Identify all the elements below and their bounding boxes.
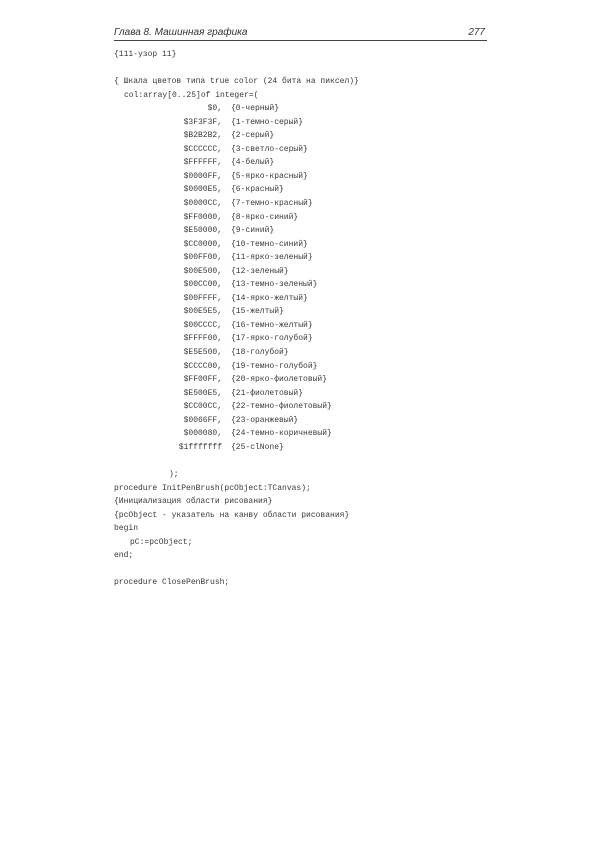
color-comment: {7-темно-красный}	[231, 199, 313, 209]
color-row	[114, 278, 359, 292]
color-comment: {13-темно-зеленый}	[231, 280, 318, 290]
color-row	[114, 238, 359, 252]
color-comment: {11-ярко-зеленый}	[231, 253, 313, 263]
color-value: $E5E500,	[183, 348, 222, 358]
color-row	[114, 441, 359, 455]
color-value: $00CC00,	[183, 280, 222, 290]
color-comment: {21-фиолетовый}	[231, 388, 304, 398]
end-keyword: end;	[114, 551, 134, 561]
color-comment: {20-ярко-фиолетовый}	[231, 375, 328, 385]
init-comment-2: {pcObject - указатель на канву области рисования}	[114, 510, 350, 520]
color-row	[114, 102, 359, 116]
color-value: $CC0000,	[183, 239, 222, 249]
color-row	[114, 332, 359, 346]
color-value: $E500E5,	[183, 388, 222, 398]
color-row	[114, 319, 359, 333]
init-procedure-declaration: procedure InitPenBrush(pcObject:TCanvas);	[114, 483, 311, 493]
color-comment: {14-ярко-желтый}	[231, 293, 308, 303]
page-number: 277	[468, 27, 485, 38]
color-value: $3F3F3F,	[183, 117, 222, 127]
blank-line	[114, 62, 359, 76]
color-value: $FF00FF,	[183, 375, 222, 385]
color-comment: {1-темно-серый}	[231, 117, 304, 127]
color-comment: {19-темно-голубой}	[231, 361, 318, 371]
assignment-statement: pC:=pcObject;	[130, 537, 193, 547]
color-comment: {10-темно-синий}	[231, 239, 308, 249]
pattern-comment: {111-узор 11}	[114, 50, 177, 59]
color-value: $FFFFFF,	[183, 158, 222, 168]
color-comment: {18-голубой}	[231, 348, 289, 358]
color-comment: {17-ярко-голубой}	[231, 334, 313, 344]
color-value: $0000E5,	[183, 185, 222, 195]
color-comment: {24-темно-коричневый}	[231, 429, 332, 439]
color-value: $B2B2B2,	[183, 131, 222, 141]
color-comment: {8-ярко-синий}	[231, 212, 299, 222]
color-table	[114, 102, 359, 454]
color-row	[114, 211, 359, 225]
color-row	[114, 251, 359, 265]
color-comment: {15-желтый}	[231, 307, 284, 317]
color-row	[114, 183, 359, 197]
color-row	[114, 414, 359, 428]
color-comment: {4-белый}	[231, 158, 275, 168]
chapter-title: Глава 8. Машинная графика	[114, 27, 248, 38]
color-comment: {22-темно-фиолетовый}	[231, 402, 332, 412]
array-close-row	[114, 454, 359, 479]
color-value: $00E500,	[183, 266, 222, 276]
color-value: $00CCCC,	[183, 320, 222, 330]
color-value: $CC00CC,	[183, 402, 222, 412]
col-array-declaration: col:array[0..25]of integer=(	[124, 90, 259, 100]
color-comment: {9-синий}	[231, 226, 275, 236]
color-comment: {12-зеленый}	[231, 266, 289, 276]
color-row	[114, 373, 359, 387]
color-value: $0,	[207, 104, 222, 114]
color-comment: {25-clNone}	[231, 442, 284, 452]
color-comment: {6-красный}	[231, 185, 284, 195]
color-row	[114, 360, 359, 374]
color-comment: {3-светло-серый}	[231, 144, 308, 154]
color-row	[114, 427, 359, 441]
color-value: $00E5E5,	[183, 307, 222, 317]
color-row	[114, 305, 359, 319]
color-row	[114, 224, 359, 238]
color-value: $0000FF,	[183, 171, 222, 181]
color-comment: {2-серый}	[231, 131, 275, 141]
color-row	[114, 346, 359, 360]
color-value: $1fffffff	[178, 442, 222, 452]
color-row	[114, 265, 359, 279]
color-value: $CCCCCC,	[183, 144, 222, 154]
page-header	[114, 26, 487, 41]
code-listing	[114, 48, 359, 590]
color-row	[114, 197, 359, 211]
color-value: $FFFF00,	[183, 334, 222, 344]
close-procedure-declaration: procedure ClosePenBrush;	[114, 578, 230, 588]
color-row	[114, 156, 359, 170]
begin-keyword: begin	[114, 524, 139, 534]
color-row	[114, 143, 359, 157]
blank-line	[114, 563, 359, 577]
color-value: $00FF00,	[183, 253, 222, 263]
color-row	[114, 400, 359, 414]
color-row	[114, 292, 359, 306]
blank-line	[114, 468, 359, 482]
color-row	[114, 116, 359, 130]
array-close: );	[169, 469, 179, 479]
init-comment-1: {Инициализация области рисования}	[114, 497, 273, 507]
color-value: $0066FF,	[183, 415, 222, 425]
color-value: $E50000,	[183, 226, 222, 236]
color-row	[114, 387, 359, 401]
color-comment: {16-темно-желтый}	[231, 320, 313, 330]
palette-comment: { Шкала цветов типа true color (24 бита на пиксел)}	[114, 77, 359, 87]
color-value: $CCCC00,	[183, 361, 222, 371]
color-row	[114, 129, 359, 143]
color-comment: {23-оранжевый}	[231, 415, 299, 425]
color-comment: {5-ярко-красный}	[231, 171, 308, 181]
color-row	[114, 170, 359, 184]
color-value: $0000CC,	[183, 199, 222, 209]
color-value: $FF0000,	[183, 212, 222, 222]
color-value: $000080,	[183, 429, 222, 439]
color-comment: {0-черный}	[231, 104, 280, 114]
color-value: $00FFFF,	[183, 293, 222, 303]
